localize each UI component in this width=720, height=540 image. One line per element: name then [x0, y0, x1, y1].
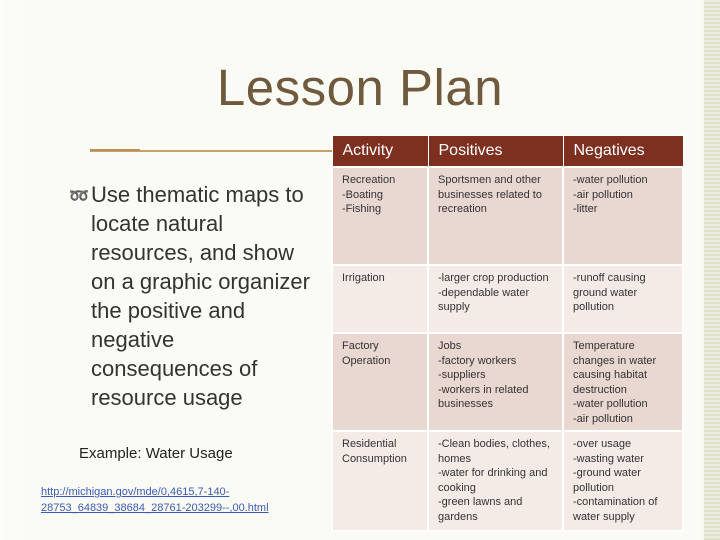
table-header-row: [332, 136, 683, 168]
table-row: [332, 431, 683, 531]
cell-positives: -Clean bodies, clothes, homes -water for drinking and cooking -green lawns and gardens: [428, 431, 563, 531]
cell-positives: Sportsmen and other businesses related to recreation: [428, 167, 563, 265]
cell-positives: -larger crop production -dependable water supply: [428, 265, 563, 333]
cell-positives: Jobs -factory workers -suppliers -workers in related businesses: [428, 333, 563, 431]
cell-activity: Residential Consumption: [332, 431, 428, 531]
bullet-point: [69, 180, 319, 412]
bullet-text: Use thematic maps to locate natural resources, and show on a graphic organizer the positive and negative consequences of resource usage: [91, 182, 310, 410]
table-row: [332, 167, 683, 265]
curly-arrow-icon: ➿: [69, 188, 89, 205]
cell-negatives: -water pollution -air pollution -litter: [563, 167, 683, 265]
header-positives: Positives: [428, 136, 563, 168]
example-label: Example: Water Usage: [79, 445, 233, 462]
lesson-plan-table: [331, 135, 684, 532]
table-row: [332, 333, 683, 431]
cell-negatives: Temperature changes in water causing habitat destruction -water pollution -air pollution: [563, 333, 683, 431]
slide-title: Lesson Plan: [216, 59, 504, 116]
header-activity: Activity: [332, 136, 428, 168]
resource-link[interactable]: http://michigan.gov/mde/0,4615,7-140-28753_64839_38684_28761-203299--,00.html: [41, 486, 269, 514]
title-divider-accent: [90, 149, 140, 151]
cell-activity: Irrigation: [332, 265, 428, 333]
cell-activity: Factory Operation: [332, 333, 428, 431]
table-row: [332, 265, 683, 333]
cell-activity: Recreation -Boating -Fishing: [332, 167, 428, 265]
header-negatives: Negatives: [563, 136, 683, 168]
cell-negatives: -over usage -wasting water -ground water pollution -contamination of water supply: [563, 431, 683, 531]
cell-negatives: -runoff causing ground water pollution: [563, 265, 683, 333]
